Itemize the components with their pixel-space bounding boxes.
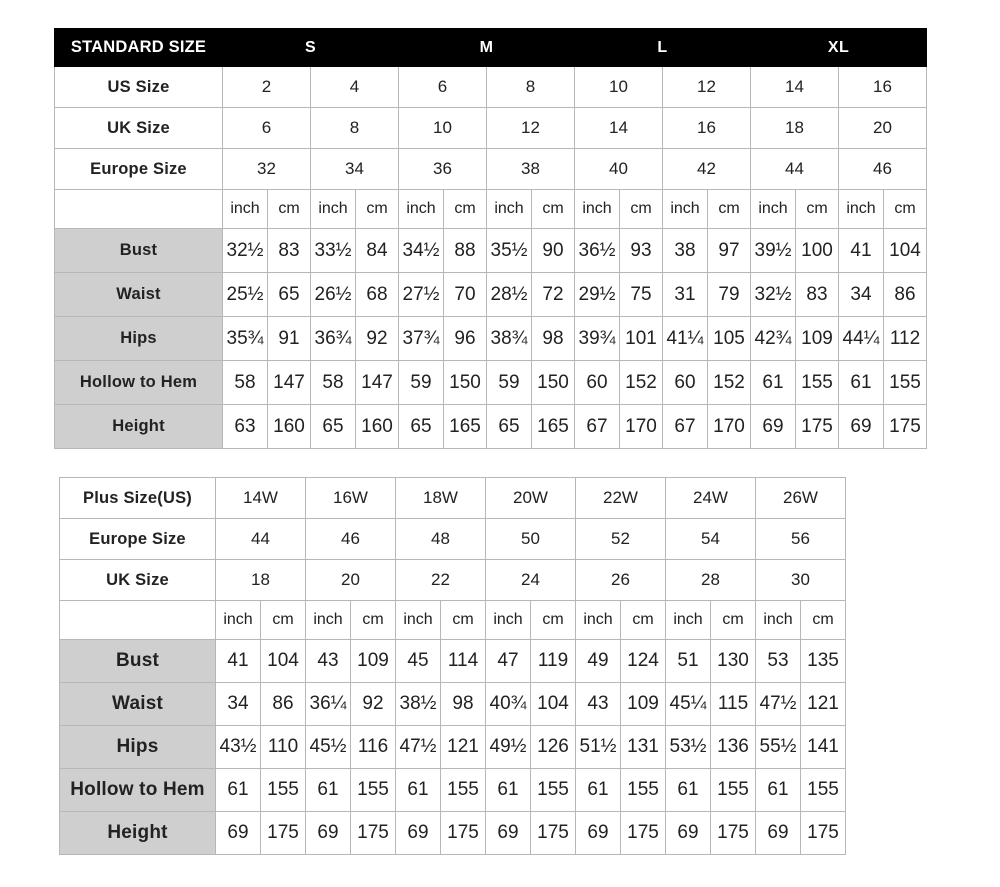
- measurement-value-cell: 69: [751, 405, 796, 449]
- plus-size-chart-container: [59, 477, 846, 855]
- measurement-value-cell: 59: [487, 361, 532, 405]
- measurement-value-cell: 36¼: [306, 683, 351, 726]
- measurement-value-cell: 110: [261, 726, 306, 769]
- unit-cell: cm: [801, 601, 846, 640]
- unit-row-label-cell: [60, 601, 216, 640]
- measurement-value-cell: 83: [796, 273, 839, 317]
- measurement-value-cell: 101: [620, 317, 663, 361]
- size-value-cell: 14W: [216, 478, 306, 519]
- measurement-value-cell: 147: [268, 361, 311, 405]
- measurement-value-cell: 61: [396, 769, 441, 812]
- measurement-value-cell: 34½: [399, 229, 444, 273]
- table-row: [55, 229, 927, 273]
- measurement-value-cell: 97: [708, 229, 751, 273]
- unit-cell: inch: [399, 190, 444, 229]
- measurement-value-cell: 150: [532, 361, 575, 405]
- unit-cell: inch: [311, 190, 356, 229]
- unit-cell: inch: [396, 601, 441, 640]
- measurement-value-cell: 29½: [575, 273, 620, 317]
- measurement-label-cell: Waist: [55, 273, 223, 317]
- measurement-label-cell: Waist: [60, 683, 216, 726]
- measurement-value-cell: 75: [620, 273, 663, 317]
- table-row: [60, 560, 846, 601]
- size-value-cell: 10: [575, 67, 663, 108]
- measurement-label-cell: Hollow to Hem: [55, 361, 223, 405]
- table-row: [55, 317, 927, 361]
- measurement-value-cell: 109: [351, 640, 396, 683]
- measurement-value-cell: 175: [531, 812, 576, 855]
- measurement-value-cell: 60: [663, 361, 708, 405]
- measurement-value-cell: 41: [216, 640, 261, 683]
- measurement-value-cell: 155: [441, 769, 486, 812]
- size-value-cell: 20: [839, 108, 927, 149]
- size-value-cell: 42: [663, 149, 751, 190]
- size-value-cell: 6: [399, 67, 487, 108]
- size-value-cell: 6: [223, 108, 311, 149]
- measurement-value-cell: 37¾: [399, 317, 444, 361]
- measurement-value-cell: 43½: [216, 726, 261, 769]
- measurement-value-cell: 35¾: [223, 317, 268, 361]
- unit-cell: cm: [441, 601, 486, 640]
- size-value-cell: 52: [576, 519, 666, 560]
- measurement-value-cell: 61: [839, 361, 884, 405]
- measurement-value-cell: 90: [532, 229, 575, 273]
- measurement-value-cell: 155: [261, 769, 306, 812]
- measurement-value-cell: 36½: [575, 229, 620, 273]
- unit-cell: inch: [666, 601, 711, 640]
- measurement-value-cell: 61: [306, 769, 351, 812]
- measurement-value-cell: 47½: [756, 683, 801, 726]
- size-value-cell: 22: [396, 560, 486, 601]
- unit-cell: cm: [261, 601, 306, 640]
- unit-cell: cm: [444, 190, 487, 229]
- measurement-value-cell: 49: [576, 640, 621, 683]
- measurement-value-cell: 51½: [576, 726, 621, 769]
- size-value-cell: 4: [311, 67, 399, 108]
- table-unit-row: [55, 190, 927, 229]
- table-header-row: [55, 29, 927, 67]
- table-row: [60, 478, 846, 519]
- plus-size-chart: [59, 477, 846, 855]
- measurement-value-cell: 47½: [396, 726, 441, 769]
- measurement-value-cell: 155: [796, 361, 839, 405]
- size-value-cell: 36: [399, 149, 487, 190]
- measurement-value-cell: 36¾: [311, 317, 356, 361]
- measurement-value-cell: 79: [708, 273, 751, 317]
- measurement-value-cell: 25½: [223, 273, 268, 317]
- measurement-value-cell: 98: [532, 317, 575, 361]
- row-label-cell: Europe Size: [60, 519, 216, 560]
- size-value-cell: 18: [216, 560, 306, 601]
- size-value-cell: 14: [751, 67, 839, 108]
- measurement-value-cell: 51: [666, 640, 711, 683]
- unit-cell: cm: [796, 190, 839, 229]
- measurement-value-cell: 104: [261, 640, 306, 683]
- row-label-cell: US Size: [55, 67, 223, 108]
- table-row: [55, 108, 927, 149]
- measurement-value-cell: 109: [796, 317, 839, 361]
- unit-cell: inch: [216, 601, 261, 640]
- table-row: [60, 769, 846, 812]
- measurement-value-cell: 84: [356, 229, 399, 273]
- measurement-label-cell: Height: [60, 812, 216, 855]
- unit-cell: inch: [486, 601, 531, 640]
- size-value-cell: 50: [486, 519, 576, 560]
- unit-cell: inch: [756, 601, 801, 640]
- measurement-value-cell: 58: [311, 361, 356, 405]
- measurement-value-cell: 40¾: [486, 683, 531, 726]
- measurement-value-cell: 100: [796, 229, 839, 273]
- measurement-value-cell: 53: [756, 640, 801, 683]
- unit-cell: inch: [487, 190, 532, 229]
- measurement-value-cell: 67: [663, 405, 708, 449]
- measurement-value-cell: 45: [396, 640, 441, 683]
- measurement-label-cell: Bust: [60, 640, 216, 683]
- measurement-value-cell: 152: [620, 361, 663, 405]
- measurement-label-cell: Bust: [55, 229, 223, 273]
- standard-size-chart: [54, 28, 927, 449]
- measurement-value-cell: 155: [531, 769, 576, 812]
- measurement-value-cell: 170: [620, 405, 663, 449]
- measurement-value-cell: 35½: [487, 229, 532, 273]
- measurement-value-cell: 165: [532, 405, 575, 449]
- measurement-value-cell: 83: [268, 229, 311, 273]
- measurement-value-cell: 175: [884, 405, 927, 449]
- size-value-cell: 24W: [666, 478, 756, 519]
- measurement-value-cell: 31: [663, 273, 708, 317]
- measurement-value-cell: 69: [756, 812, 801, 855]
- measurement-value-cell: 104: [531, 683, 576, 726]
- unit-cell: cm: [532, 190, 575, 229]
- measurement-value-cell: 69: [306, 812, 351, 855]
- standard-size-chart-container: [54, 28, 927, 449]
- measurement-value-cell: 150: [444, 361, 487, 405]
- measurement-value-cell: 69: [216, 812, 261, 855]
- size-value-cell: 46: [306, 519, 396, 560]
- table-row: [60, 640, 846, 683]
- size-value-cell: 22W: [576, 478, 666, 519]
- table-row: [55, 149, 927, 190]
- table-row: [60, 519, 846, 560]
- size-group-cell: M: [399, 29, 575, 67]
- measurement-value-cell: 34: [216, 683, 261, 726]
- measurement-value-cell: 141: [801, 726, 846, 769]
- unit-cell: inch: [575, 190, 620, 229]
- table-row: [60, 683, 846, 726]
- measurement-value-cell: 119: [531, 640, 576, 683]
- unit-cell: cm: [531, 601, 576, 640]
- measurement-value-cell: 45½: [306, 726, 351, 769]
- size-group-cell: S: [223, 29, 399, 67]
- table-row: [55, 273, 927, 317]
- size-value-cell: 26: [576, 560, 666, 601]
- measurement-value-cell: 47: [486, 640, 531, 683]
- unit-cell: cm: [708, 190, 751, 229]
- unit-cell: cm: [711, 601, 756, 640]
- size-value-cell: 24: [486, 560, 576, 601]
- measurement-value-cell: 104: [884, 229, 927, 273]
- measurement-value-cell: 175: [621, 812, 666, 855]
- measurement-value-cell: 39½: [751, 229, 796, 273]
- measurement-value-cell: 69: [486, 812, 531, 855]
- measurement-value-cell: 38: [663, 229, 708, 273]
- measurement-value-cell: 135: [801, 640, 846, 683]
- measurement-value-cell: 43: [306, 640, 351, 683]
- table-unit-row: [60, 601, 846, 640]
- measurement-value-cell: 121: [801, 683, 846, 726]
- size-value-cell: 30: [756, 560, 846, 601]
- measurement-label-cell: Hollow to Hem: [60, 769, 216, 812]
- measurement-value-cell: 42¾: [751, 317, 796, 361]
- measurement-value-cell: 126: [531, 726, 576, 769]
- size-value-cell: 46: [839, 149, 927, 190]
- table-row: [55, 405, 927, 449]
- table-row: [60, 812, 846, 855]
- unit-cell: inch: [306, 601, 351, 640]
- measurement-value-cell: 61: [216, 769, 261, 812]
- measurement-value-cell: 155: [884, 361, 927, 405]
- measurement-value-cell: 41: [839, 229, 884, 273]
- measurement-value-cell: 170: [708, 405, 751, 449]
- measurement-value-cell: 130: [711, 640, 756, 683]
- measurement-value-cell: 26½: [311, 273, 356, 317]
- size-value-cell: 44: [751, 149, 839, 190]
- measurement-value-cell: 53½: [666, 726, 711, 769]
- unit-cell: inch: [223, 190, 268, 229]
- measurement-value-cell: 96: [444, 317, 487, 361]
- size-value-cell: 28: [666, 560, 756, 601]
- measurement-value-cell: 65: [268, 273, 311, 317]
- unit-cell: cm: [620, 190, 663, 229]
- measurement-value-cell: 38¾: [487, 317, 532, 361]
- table-row: [55, 361, 927, 405]
- size-value-cell: 32: [223, 149, 311, 190]
- size-value-cell: 34: [311, 149, 399, 190]
- size-value-cell: 8: [311, 108, 399, 149]
- measurement-value-cell: 175: [796, 405, 839, 449]
- size-value-cell: 8: [487, 67, 575, 108]
- row-label-cell: Plus Size(US): [60, 478, 216, 519]
- measurement-value-cell: 105: [708, 317, 751, 361]
- unit-cell: inch: [751, 190, 796, 229]
- measurement-value-cell: 61: [576, 769, 621, 812]
- measurement-value-cell: 175: [441, 812, 486, 855]
- measurement-value-cell: 115: [711, 683, 756, 726]
- measurement-value-cell: 55½: [756, 726, 801, 769]
- measurement-value-cell: 33½: [311, 229, 356, 273]
- measurement-value-cell: 27½: [399, 273, 444, 317]
- size-value-cell: 44: [216, 519, 306, 560]
- measurement-value-cell: 34: [839, 273, 884, 317]
- size-value-cell: 12: [487, 108, 575, 149]
- measurement-value-cell: 86: [884, 273, 927, 317]
- measurement-value-cell: 92: [351, 683, 396, 726]
- table-row: [55, 67, 927, 108]
- measurement-value-cell: 67: [575, 405, 620, 449]
- measurement-value-cell: 98: [441, 683, 486, 726]
- size-group-cell: XL: [751, 29, 927, 67]
- measurement-value-cell: 155: [351, 769, 396, 812]
- measurement-value-cell: 175: [261, 812, 306, 855]
- measurement-value-cell: 72: [532, 273, 575, 317]
- measurement-value-cell: 69: [666, 812, 711, 855]
- measurement-value-cell: 69: [576, 812, 621, 855]
- measurement-value-cell: 165: [444, 405, 487, 449]
- measurement-label-cell: Hips: [55, 317, 223, 361]
- measurement-value-cell: 114: [441, 640, 486, 683]
- measurement-value-cell: 160: [268, 405, 311, 449]
- measurement-value-cell: 175: [711, 812, 756, 855]
- measurement-value-cell: 92: [356, 317, 399, 361]
- measurement-value-cell: 131: [621, 726, 666, 769]
- measurement-value-cell: 59: [399, 361, 444, 405]
- size-value-cell: 16W: [306, 478, 396, 519]
- measurement-value-cell: 121: [441, 726, 486, 769]
- size-value-cell: 10: [399, 108, 487, 149]
- size-value-cell: 18W: [396, 478, 486, 519]
- size-value-cell: 56: [756, 519, 846, 560]
- measurement-value-cell: 43: [576, 683, 621, 726]
- header-label-cell: STANDARD SIZE: [55, 29, 223, 67]
- size-value-cell: 12: [663, 67, 751, 108]
- size-value-cell: 38: [487, 149, 575, 190]
- measurement-value-cell: 124: [621, 640, 666, 683]
- measurement-value-cell: 58: [223, 361, 268, 405]
- measurement-value-cell: 86: [261, 683, 306, 726]
- size-value-cell: 54: [666, 519, 756, 560]
- size-value-cell: 26W: [756, 478, 846, 519]
- measurement-value-cell: 68: [356, 273, 399, 317]
- measurement-value-cell: 61: [666, 769, 711, 812]
- measurement-value-cell: 147: [356, 361, 399, 405]
- measurement-value-cell: 109: [621, 683, 666, 726]
- measurement-value-cell: 61: [751, 361, 796, 405]
- measurement-value-cell: 60: [575, 361, 620, 405]
- size-value-cell: 20W: [486, 478, 576, 519]
- table-row: [60, 726, 846, 769]
- measurement-value-cell: 49½: [486, 726, 531, 769]
- measurement-value-cell: 155: [621, 769, 666, 812]
- measurement-label-cell: Hips: [60, 726, 216, 769]
- row-label-cell: UK Size: [55, 108, 223, 149]
- size-value-cell: 18: [751, 108, 839, 149]
- row-label-cell: Europe Size: [55, 149, 223, 190]
- measurement-value-cell: 45¼: [666, 683, 711, 726]
- measurement-value-cell: 65: [311, 405, 356, 449]
- measurement-value-cell: 61: [486, 769, 531, 812]
- measurement-value-cell: 65: [399, 405, 444, 449]
- measurement-value-cell: 160: [356, 405, 399, 449]
- size-value-cell: 40: [575, 149, 663, 190]
- measurement-value-cell: 65: [487, 405, 532, 449]
- measurement-value-cell: 69: [396, 812, 441, 855]
- unit-cell: cm: [621, 601, 666, 640]
- measurement-value-cell: 88: [444, 229, 487, 273]
- measurement-value-cell: 28½: [487, 273, 532, 317]
- measurement-value-cell: 155: [801, 769, 846, 812]
- measurement-value-cell: 152: [708, 361, 751, 405]
- row-label-cell: UK Size: [60, 560, 216, 601]
- unit-cell: cm: [356, 190, 399, 229]
- measurement-value-cell: 175: [351, 812, 396, 855]
- unit-cell: inch: [576, 601, 621, 640]
- measurement-value-cell: 38½: [396, 683, 441, 726]
- size-value-cell: 16: [839, 67, 927, 108]
- size-value-cell: 16: [663, 108, 751, 149]
- measurement-value-cell: 39¾: [575, 317, 620, 361]
- measurement-value-cell: 70: [444, 273, 487, 317]
- size-value-cell: 14: [575, 108, 663, 149]
- measurement-value-cell: 112: [884, 317, 927, 361]
- measurement-value-cell: 175: [801, 812, 846, 855]
- size-value-cell: 2: [223, 67, 311, 108]
- measurement-value-cell: 116: [351, 726, 396, 769]
- measurement-label-cell: Height: [55, 405, 223, 449]
- size-group-cell: L: [575, 29, 751, 67]
- measurement-value-cell: 61: [756, 769, 801, 812]
- measurement-value-cell: 155: [711, 769, 756, 812]
- measurement-value-cell: 32½: [751, 273, 796, 317]
- measurement-value-cell: 32½: [223, 229, 268, 273]
- measurement-value-cell: 93: [620, 229, 663, 273]
- measurement-value-cell: 63: [223, 405, 268, 449]
- size-value-cell: 20: [306, 560, 396, 601]
- unit-cell: cm: [351, 601, 396, 640]
- size-value-cell: 48: [396, 519, 486, 560]
- measurement-value-cell: 91: [268, 317, 311, 361]
- measurement-value-cell: 136: [711, 726, 756, 769]
- measurement-value-cell: 44¼: [839, 317, 884, 361]
- unit-cell: cm: [884, 190, 927, 229]
- unit-cell: cm: [268, 190, 311, 229]
- unit-row-label-cell: [55, 190, 223, 229]
- measurement-value-cell: 41¼: [663, 317, 708, 361]
- measurement-value-cell: 69: [839, 405, 884, 449]
- unit-cell: inch: [839, 190, 884, 229]
- unit-cell: inch: [663, 190, 708, 229]
